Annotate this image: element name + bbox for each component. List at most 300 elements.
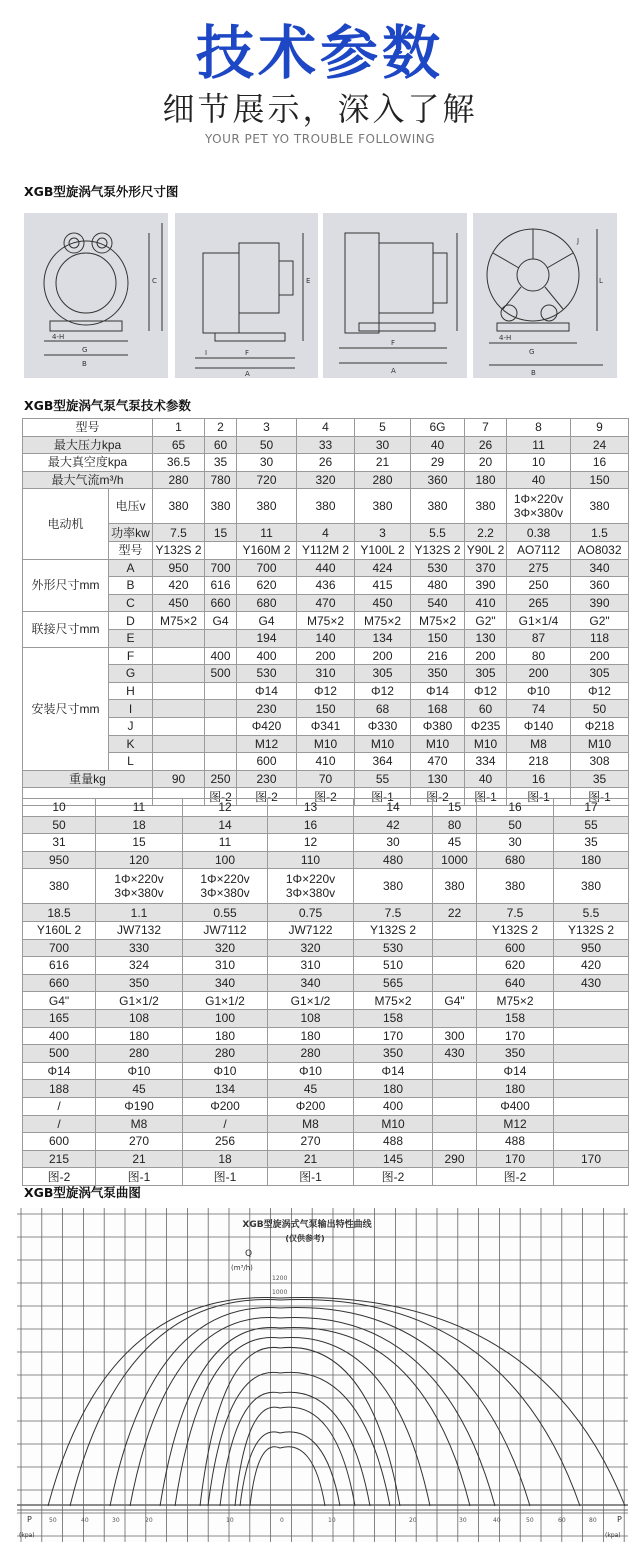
table-cell: Φ10 xyxy=(507,682,571,700)
table-row xyxy=(23,629,629,647)
table-cell: 216 xyxy=(411,647,465,665)
table-cell: 270 xyxy=(96,1133,183,1151)
performance-curve xyxy=(110,1308,530,1506)
table-cell: 950 xyxy=(23,851,96,869)
table-cell: 380 xyxy=(571,489,629,524)
table-cell xyxy=(153,700,205,718)
table-cell: M8 xyxy=(268,1115,354,1133)
table-cell: 12 xyxy=(183,799,268,817)
row-sub-label: A xyxy=(109,559,153,577)
table-cell: 380 xyxy=(23,869,96,904)
table-cell: 80 xyxy=(507,647,571,665)
table-cell: 360 xyxy=(571,577,629,595)
table-cell: Y160M 2 xyxy=(237,541,297,559)
table-cell: 530 xyxy=(354,939,433,957)
table-cell: 110 xyxy=(268,851,354,869)
table-cell: 194 xyxy=(237,629,297,647)
table-cell: 310 xyxy=(268,957,354,975)
table-cell: 424 xyxy=(355,559,411,577)
table-cell: 22 xyxy=(433,904,477,922)
table-cell: 65 xyxy=(153,436,205,454)
table-cell: 380 xyxy=(465,489,507,524)
row-label: 型号 xyxy=(23,419,153,437)
table-cell: 100 xyxy=(183,1009,268,1027)
row-group-label: 外形尺寸mm xyxy=(23,559,109,612)
table-cell: Y132S 2 xyxy=(554,921,629,939)
table-row xyxy=(23,1062,629,1080)
table-cell: Φ190 xyxy=(96,1097,183,1115)
row-sub-label: 电压v xyxy=(109,489,153,524)
table-cell: Φ140 xyxy=(507,717,571,735)
table-cell: 320 xyxy=(268,939,354,957)
table-cell xyxy=(433,939,477,957)
table-row xyxy=(23,1150,629,1168)
table-cell: 145 xyxy=(354,1150,433,1168)
table-cell xyxy=(554,1097,629,1115)
table-row xyxy=(23,665,629,683)
table-cell: 60 xyxy=(465,700,507,718)
table-row xyxy=(23,1115,629,1133)
table-cell: 334 xyxy=(465,753,507,771)
table-cell: 图-2 xyxy=(205,788,237,806)
table-cell: 8 xyxy=(507,419,571,437)
table-row xyxy=(23,577,629,595)
table-cell: 540 xyxy=(411,594,465,612)
table-cell: 600 xyxy=(237,753,297,771)
table-cell xyxy=(205,717,237,735)
table-row xyxy=(23,489,629,524)
table-cell: 30 xyxy=(354,834,433,852)
table-cell: Φ12 xyxy=(297,682,355,700)
table-row xyxy=(23,904,629,922)
table-cell: 11 xyxy=(237,524,297,542)
table-row xyxy=(23,1045,629,1063)
table-cell xyxy=(433,1115,477,1133)
table-cell xyxy=(433,1009,477,1027)
table-cell: 510 xyxy=(354,957,433,975)
table-cell: 660 xyxy=(23,974,96,992)
table-cell: 530 xyxy=(411,559,465,577)
table-cell: 60 xyxy=(205,436,237,454)
table-cell: 45 xyxy=(433,834,477,852)
table-row xyxy=(23,454,629,472)
table-cell: 600 xyxy=(477,939,554,957)
table-row xyxy=(23,717,629,735)
row-sub-label: B xyxy=(109,577,153,595)
dimension-label: B xyxy=(531,369,536,377)
table-cell: 7 xyxy=(465,419,507,437)
table-row xyxy=(23,939,629,957)
table-cell: M75×2 xyxy=(355,612,411,630)
table-cell: 350 xyxy=(96,974,183,992)
table-cell: 256 xyxy=(183,1133,268,1151)
table-cell: 390 xyxy=(465,577,507,595)
table-cell: Φ330 xyxy=(355,717,411,735)
table-cell: 11 xyxy=(183,834,268,852)
row-label: 最大气流m³/h xyxy=(23,471,153,489)
table-cell: 图-2 xyxy=(23,1168,96,1186)
table-cell: 18 xyxy=(183,1150,268,1168)
dimension-drawing-side-1 xyxy=(175,213,318,378)
table-cell: 436 xyxy=(297,577,355,595)
table-cell: 616 xyxy=(23,957,96,975)
table-cell: 180 xyxy=(477,1080,554,1098)
table-row xyxy=(23,753,629,771)
spec-table-models-10-17 xyxy=(22,798,629,1186)
table-cell: 170 xyxy=(554,1150,629,1168)
table-cell: 450 xyxy=(355,594,411,612)
table-cell: M12 xyxy=(237,735,297,753)
table-cell: 305 xyxy=(571,665,629,683)
table-cell: 430 xyxy=(554,974,629,992)
table-cell xyxy=(554,1062,629,1080)
table-cell: 230 xyxy=(237,700,297,718)
table-cell: 图-2 xyxy=(411,788,465,806)
table-cell: Φ420 xyxy=(237,717,297,735)
table-cell: 35 xyxy=(205,454,237,472)
table-cell xyxy=(433,921,477,939)
x-tick: 10 xyxy=(328,1517,336,1524)
table-cell: 370 xyxy=(465,559,507,577)
dimension-label: G xyxy=(82,346,88,354)
table-cell: 1.1 xyxy=(96,904,183,922)
table-cell: JW7132 xyxy=(96,921,183,939)
table-cell: 180 xyxy=(554,851,629,869)
table-cell: 图-2 xyxy=(354,1168,433,1186)
table-row xyxy=(23,612,629,630)
table-cell xyxy=(153,665,205,683)
table-row xyxy=(23,594,629,612)
table-cell: 16 xyxy=(571,454,629,472)
table-cell: 275 xyxy=(507,559,571,577)
table-cell: 680 xyxy=(237,594,297,612)
table-cell: 2 xyxy=(205,419,237,437)
table-cell: 700 xyxy=(205,559,237,577)
table-cell: 565 xyxy=(354,974,433,992)
table-cell: 16 xyxy=(477,799,554,817)
performance-curve-chart xyxy=(17,1208,628,1542)
spec-table-models-1-9 xyxy=(22,418,629,806)
dimension-label: I xyxy=(205,349,208,357)
table-cell: 130 xyxy=(465,629,507,647)
table-cell: M75×2 xyxy=(297,612,355,630)
table-cell: 218 xyxy=(507,753,571,771)
table-cell: 400 xyxy=(354,1097,433,1115)
table-cell: Φ235 xyxy=(465,717,507,735)
x-tick: 50 xyxy=(526,1517,534,1524)
table-cell xyxy=(554,992,629,1010)
table-cell: 5 xyxy=(355,419,411,437)
table-cell: 480 xyxy=(411,577,465,595)
table-cell: 150 xyxy=(297,700,355,718)
dimension-label: J xyxy=(577,237,580,245)
table-cell: 165 xyxy=(23,1009,96,1027)
dimension-label: C xyxy=(152,277,157,285)
table-cell: 30 xyxy=(237,454,297,472)
table-cell: 380 xyxy=(554,869,629,904)
table-cell: 180 xyxy=(354,1080,433,1098)
row-sub-label: 功率kw xyxy=(109,524,153,542)
performance-curve xyxy=(250,1447,325,1506)
table-cell: 40 xyxy=(507,471,571,489)
table-cell: G4 xyxy=(205,612,237,630)
dimension-drawing-side-2 xyxy=(323,213,467,378)
dimension-label: 4-H xyxy=(499,334,512,342)
x-axis-label-left: P xyxy=(27,1515,32,1524)
table-cell: AO7112 xyxy=(507,541,571,559)
x-tick: 0 xyxy=(280,1517,284,1524)
table-cell: Y132S 2 xyxy=(153,541,205,559)
table-cell: 7.5 xyxy=(153,524,205,542)
table-cell: Y132S 2 xyxy=(477,921,554,939)
table-cell: 180 xyxy=(465,471,507,489)
table-cell xyxy=(205,682,237,700)
table-cell xyxy=(153,753,205,771)
table-cell: 280 xyxy=(268,1045,354,1063)
table-cell xyxy=(433,957,477,975)
specs-section-title: XGB型旋涡气泵气泵技术参数 xyxy=(24,398,191,413)
table-cell: 35 xyxy=(571,770,629,788)
table-cell: 90 xyxy=(153,770,205,788)
y-tick: 1200 xyxy=(272,1275,288,1282)
row-group-label: 电动机 xyxy=(23,489,109,559)
row-sub-label: F xyxy=(109,647,153,665)
row-label: 最大真空度kpa xyxy=(23,454,153,472)
chart-title: XGB型旋涡式气泵输出特性曲线 xyxy=(242,1220,372,1230)
table-cell: 200 xyxy=(297,647,355,665)
performance-curve-svg xyxy=(17,1208,628,1542)
page-subtitle: 细节展示，深入了解 xyxy=(162,90,478,128)
chart-subtitle: (仅供参考) xyxy=(285,1234,325,1243)
table-cell xyxy=(205,700,237,718)
table-cell: 图-1 xyxy=(571,788,629,806)
table-cell: 265 xyxy=(507,594,571,612)
table-cell: G1×1/2 xyxy=(268,992,354,1010)
table-cell: 215 xyxy=(23,1150,96,1168)
table-cell: 24 xyxy=(571,436,629,454)
table-cell: 250 xyxy=(507,577,571,595)
x-tick: 30 xyxy=(459,1517,467,1524)
table-cell: 18 xyxy=(96,816,183,834)
table-cell: 620 xyxy=(237,577,297,595)
y-axis-label: Q xyxy=(245,1249,253,1259)
table-row xyxy=(23,974,629,992)
table-cell: 330 xyxy=(96,939,183,957)
table-row xyxy=(23,559,629,577)
table-cell: 188 xyxy=(23,1080,96,1098)
page-title: 技术参数 xyxy=(195,19,444,87)
table-cell: 15 xyxy=(205,524,237,542)
table-cell xyxy=(205,629,237,647)
table-cell: 680 xyxy=(477,851,554,869)
table-cell: 170 xyxy=(477,1027,554,1045)
table-row xyxy=(23,992,629,1010)
row-sub-label: D xyxy=(109,612,153,630)
tagline: YOUR PET YO TROUBLE FOLLOWING xyxy=(204,132,436,146)
table-row xyxy=(23,700,629,718)
table-cell: AO8032 xyxy=(571,541,629,559)
table-cell: 图-1 xyxy=(96,1168,183,1186)
table-cell: 350 xyxy=(477,1045,554,1063)
table-cell: 380 xyxy=(355,489,411,524)
drawings-section-title: XGB型旋涡气泵外形尺寸图 xyxy=(24,184,179,199)
table-cell: 280 xyxy=(355,471,411,489)
table-cell: Φ14 xyxy=(23,1062,96,1080)
table-cell: 180 xyxy=(96,1027,183,1045)
table-cell: 图-1 xyxy=(355,788,411,806)
table-cell: 21 xyxy=(355,454,411,472)
table-cell: 图-2 xyxy=(237,788,297,806)
table-row xyxy=(23,1097,629,1115)
x-axis-label-right: P xyxy=(617,1515,622,1524)
row-sub-label: I xyxy=(109,700,153,718)
table-cell: 1Φ×220v 3Φ×380v xyxy=(183,869,268,904)
table-cell: Φ14 xyxy=(354,1062,433,1080)
table-cell: 150 xyxy=(571,471,629,489)
table-cell: 14 xyxy=(183,816,268,834)
table-cell: 340 xyxy=(571,559,629,577)
table-cell: Φ10 xyxy=(268,1062,354,1080)
table-cell: 380 xyxy=(153,489,205,524)
table-cell: 16 xyxy=(268,816,354,834)
table-cell: 7.5 xyxy=(354,904,433,922)
table-cell: 380 xyxy=(237,489,297,524)
x-tick: 20 xyxy=(145,1517,153,1524)
table-cell: JW7112 xyxy=(183,921,268,939)
dimension-label: E xyxy=(306,277,311,285)
table-cell: 470 xyxy=(411,753,465,771)
table-cell: 250 xyxy=(205,770,237,788)
table-cell: M75×2 xyxy=(477,992,554,1010)
table-cell: 310 xyxy=(297,665,355,683)
table-cell: 380 xyxy=(411,489,465,524)
table-cell: 410 xyxy=(465,594,507,612)
table-cell xyxy=(554,1009,629,1027)
table-cell: 1.5 xyxy=(571,524,629,542)
table-row xyxy=(23,921,629,939)
table-cell: G4 xyxy=(237,612,297,630)
table-cell xyxy=(554,1080,629,1098)
table-cell: 0.38 xyxy=(507,524,571,542)
table-cell xyxy=(433,1062,477,1080)
table-cell: 200 xyxy=(571,647,629,665)
table-row xyxy=(23,436,629,454)
table-cell: 300 xyxy=(433,1027,477,1045)
table-row xyxy=(23,524,629,542)
table-cell: 26 xyxy=(297,454,355,472)
table-cell xyxy=(153,647,205,665)
table-cell: / xyxy=(23,1097,96,1115)
table-cell: G1×1/4 xyxy=(507,612,571,630)
table-cell: 280 xyxy=(183,1045,268,1063)
table-cell: 380 xyxy=(205,489,237,524)
table-cell xyxy=(554,1045,629,1063)
table-cell: 134 xyxy=(183,1080,268,1098)
table-cell: 470 xyxy=(297,594,355,612)
table-cell: 950 xyxy=(554,939,629,957)
table-row xyxy=(23,1080,629,1098)
table-cell: 308 xyxy=(571,753,629,771)
x-tick: 20 xyxy=(409,1517,417,1524)
table-cell: 1Φ×220v 3Φ×380v xyxy=(507,489,571,524)
table-row xyxy=(23,541,629,559)
table-cell: 324 xyxy=(96,957,183,975)
curve-section-title: XGB型旋涡气泵曲图 xyxy=(24,1185,141,1200)
table-cell: 700 xyxy=(23,939,96,957)
table-row xyxy=(23,799,629,817)
table-cell: 340 xyxy=(268,974,354,992)
table-cell: 950 xyxy=(153,559,205,577)
table-cell: G2" xyxy=(465,612,507,630)
table-cell: 45 xyxy=(96,1080,183,1098)
table-cell: 9 xyxy=(571,419,629,437)
table-cell: 图-2 xyxy=(297,788,355,806)
row-sub-label: K xyxy=(109,735,153,753)
table-cell: 488 xyxy=(354,1133,433,1151)
table-cell: 350 xyxy=(411,665,465,683)
table-cell xyxy=(554,1027,629,1045)
table-cell: 380 xyxy=(297,489,355,524)
table-cell: 280 xyxy=(153,471,205,489)
table-cell: 50 xyxy=(237,436,297,454)
table-row xyxy=(23,816,629,834)
table-cell: 70 xyxy=(297,770,355,788)
table-cell xyxy=(153,717,205,735)
table-row xyxy=(23,957,629,975)
table-cell: 320 xyxy=(183,939,268,957)
table-cell: 530 xyxy=(237,665,297,683)
table-cell: G1×1/2 xyxy=(183,992,268,1010)
table-cell: Φ200 xyxy=(183,1097,268,1115)
dimension-label: A xyxy=(245,370,250,378)
table-row xyxy=(23,869,629,904)
table-cell: 80 xyxy=(433,816,477,834)
table-cell: 17 xyxy=(554,799,629,817)
table-cell: 87 xyxy=(507,629,571,647)
table-cell: 400 xyxy=(23,1027,96,1045)
table-cell: 320 xyxy=(297,471,355,489)
table-cell: 415 xyxy=(355,577,411,595)
table-cell: 180 xyxy=(183,1027,268,1045)
table-row xyxy=(23,647,629,665)
table-cell: M75×2 xyxy=(153,612,205,630)
table-cell: 16 xyxy=(507,770,571,788)
table-cell: 12 xyxy=(268,834,354,852)
table-cell: 14 xyxy=(354,799,433,817)
table-cell: M75×2 xyxy=(354,992,433,1010)
table-row xyxy=(23,1009,629,1027)
table-cell: 图-1 xyxy=(507,788,571,806)
row-sub-label: G xyxy=(109,665,153,683)
table-cell: 108 xyxy=(96,1009,183,1027)
table-cell: 480 xyxy=(354,851,433,869)
table-cell xyxy=(153,735,205,753)
table-cell: 140 xyxy=(297,629,355,647)
table-cell: 270 xyxy=(268,1133,354,1151)
row-sub-label: E xyxy=(109,629,153,647)
table-cell: 20 xyxy=(465,454,507,472)
x-tick: 40 xyxy=(493,1517,501,1524)
table-cell: M10 xyxy=(411,735,465,753)
x-tick: 30 xyxy=(112,1517,120,1524)
table-cell: 118 xyxy=(571,629,629,647)
table-cell: 488 xyxy=(477,1133,554,1151)
table-cell: 40 xyxy=(465,770,507,788)
table-cell xyxy=(205,735,237,753)
table-cell: 305 xyxy=(465,665,507,683)
table-cell: M8 xyxy=(507,735,571,753)
table-cell: 158 xyxy=(477,1009,554,1027)
